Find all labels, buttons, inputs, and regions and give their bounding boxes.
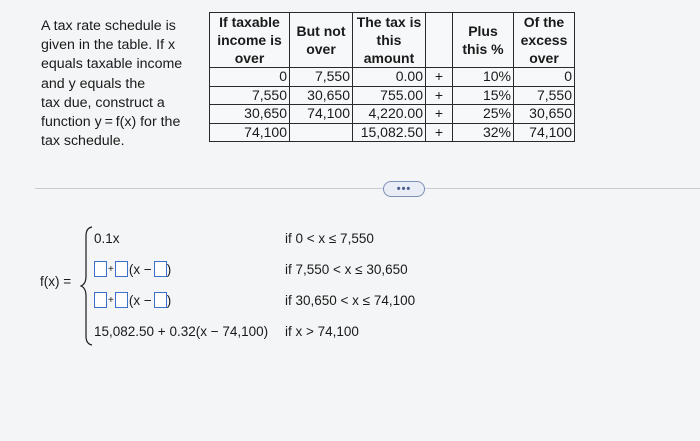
problem-line: and y equals the [41,75,146,92]
problem-line: tax due, construct a [41,94,165,111]
function-label: f(x) = [40,274,72,289]
header-if-taxable-income: If taxable income is over [210,13,290,68]
cell-income-over: 7,550 [210,86,290,105]
cell-excess-over: 30,650 [514,105,575,124]
close-paren: ) [166,292,172,308]
close-paren: ) [166,261,172,277]
tax-rate-table [209,12,575,142]
table-row [210,86,575,105]
cell-plus: + [426,105,453,124]
problem-statement [41,17,206,151]
header-tax-amount: The tax is this amount [353,13,426,68]
table-row [210,105,575,124]
problem-line: tax schedule. [41,133,125,150]
cell-tax-amount: 0.00 [353,68,426,87]
plus-sign: + [108,294,114,306]
case-2-condition: if 7,550 < x ≤ 30,650 [285,261,408,277]
case-3-constant-input[interactable] [94,292,107,308]
cell-excess-over: 74,100 [514,123,575,142]
plus-sign: + [108,263,114,275]
case-4-condition: if x > 74,100 [285,323,359,339]
case-2-expression [94,260,171,278]
cell-percent: 15% [453,86,514,105]
cell-tax-amount: 755.00 [353,86,426,105]
cell-excess-over: 7,550 [514,86,575,105]
header-operator [426,13,453,68]
expand-toggle-button[interactable]: ••• [383,181,425,197]
cell-plus: + [426,68,453,87]
cell-plus: + [426,86,453,105]
case-3-condition: if 30,650 < x ≤ 74,100 [285,292,416,308]
header-but-not-over: But not over [290,13,353,68]
cell-not-over [290,123,353,142]
header-plus-percent: Plus this % [453,13,514,68]
case-1-expression: 0.1x [94,230,120,246]
cell-not-over: 74,100 [290,105,353,124]
case-3-offset-input[interactable] [154,292,167,308]
problem-line: A tax rate schedule is [41,18,176,34]
table-row [210,68,575,87]
left-brace-icon [80,226,94,346]
x-minus-text: (x − [128,261,152,277]
cell-income-over: 0 [210,68,290,87]
case-2-offset-input[interactable] [154,261,167,277]
cell-percent: 10% [453,68,514,87]
problem-line: equals taxable income [41,56,183,73]
cell-excess-over: 0 [514,68,575,87]
x-minus-text: (x − [128,292,152,308]
section-divider [35,188,700,189]
problem-line: given in the table. If x [41,37,176,54]
case-1-condition: if 0 < x ≤ 7,550 [285,230,374,246]
table-row [210,123,575,142]
cell-tax-amount: 4,220.00 [353,105,426,124]
cell-not-over: 7,550 [290,68,353,87]
header-excess-over: Of the excess over [514,13,575,68]
cell-not-over: 30,650 [290,86,353,105]
case-2-rate-input[interactable] [115,261,128,277]
case-4-expression: 15,082.50 + 0.32(x − 74,100) [94,323,269,339]
cell-income-over: 30,650 [210,105,290,124]
table-header-row [210,13,575,68]
cell-income-over: 74,100 [210,123,290,142]
case-3-expression [94,291,171,309]
cell-plus: + [426,123,453,142]
case-2-constant-input[interactable] [94,261,107,277]
cell-percent: 25% [453,105,514,124]
case-3-rate-input[interactable] [115,292,128,308]
cell-tax-amount: 15,082.50 [353,123,426,142]
cell-percent: 32% [453,123,514,142]
problem-line: function y = f(x) for the [41,114,181,131]
